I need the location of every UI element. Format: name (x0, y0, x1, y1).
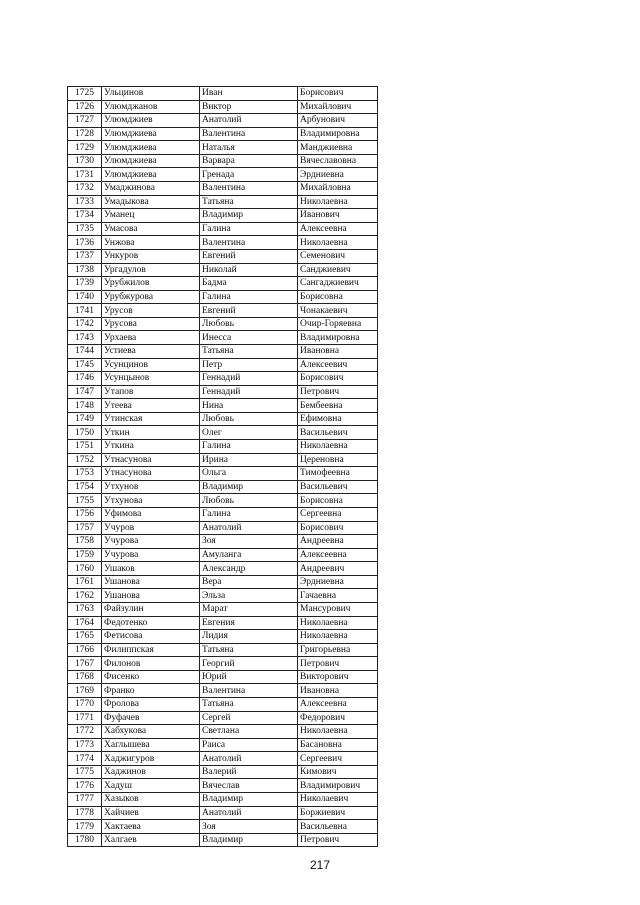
row-number: 1747 (68, 385, 102, 399)
last-name-cell: Умадыкова (102, 195, 200, 209)
first-name-cell: Любовь (200, 494, 298, 508)
patronymic-cell: Федорович (298, 711, 378, 725)
table-row (68, 426, 378, 440)
first-name-cell: Юрий (200, 670, 298, 684)
last-name-cell: Хаглышева (102, 738, 200, 752)
table-row (68, 290, 378, 304)
row-number: 1762 (68, 589, 102, 603)
patronymic-cell: Вячеславовна (298, 154, 378, 168)
patronymic-cell: Андреевна (298, 535, 378, 549)
table-row (68, 806, 378, 820)
first-name-cell: Геннадий (200, 385, 298, 399)
first-name-cell: Олег (200, 426, 298, 440)
row-number: 1727 (68, 114, 102, 128)
table-row (68, 222, 378, 236)
last-name-cell: Хазыков (102, 793, 200, 807)
last-name-cell: Хадуш (102, 779, 200, 793)
table-row (68, 820, 378, 834)
first-name-cell: Петр (200, 358, 298, 372)
row-number: 1760 (68, 562, 102, 576)
table-row (68, 277, 378, 291)
table-row (68, 127, 378, 141)
patronymic-cell: Петрович (298, 385, 378, 399)
table-row (68, 643, 378, 657)
row-number: 1778 (68, 806, 102, 820)
table-row (68, 670, 378, 684)
patronymic-cell: Владимировна (298, 127, 378, 141)
last-name-cell: Учурова (102, 535, 200, 549)
last-name-cell: Ульцинов (102, 87, 200, 101)
row-number: 1740 (68, 290, 102, 304)
first-name-cell: Ирина (200, 453, 298, 467)
table-row (68, 182, 378, 196)
table-row (68, 602, 378, 616)
table-row (68, 236, 378, 250)
patronymic-cell: Алексеевна (298, 698, 378, 712)
row-number: 1729 (68, 141, 102, 155)
patronymic-cell: Мансурович (298, 602, 378, 616)
row-number: 1768 (68, 670, 102, 684)
row-number: 1748 (68, 399, 102, 413)
table-row (68, 195, 378, 209)
first-name-cell: Евгений (200, 304, 298, 318)
last-name-cell: Ушанова (102, 589, 200, 603)
row-number: 1745 (68, 358, 102, 372)
row-number: 1750 (68, 426, 102, 440)
first-name-cell: Гренада (200, 168, 298, 182)
table-row (68, 657, 378, 671)
patronymic-cell: Михайловна (298, 182, 378, 196)
table-row (68, 249, 378, 263)
table-row (68, 87, 378, 101)
last-name-cell: Урубжурова (102, 290, 200, 304)
patronymic-cell: Владимировна (298, 331, 378, 345)
patronymic-cell: Борисовна (298, 290, 378, 304)
row-number: 1753 (68, 467, 102, 481)
patronymic-cell: Николаевна (298, 195, 378, 209)
row-number: 1743 (68, 331, 102, 345)
last-name-cell: Улюмджиева (102, 141, 200, 155)
patronymic-cell: Эрдниевна (298, 575, 378, 589)
last-name-cell: Умаджинова (102, 182, 200, 196)
first-name-cell: Валентина (200, 182, 298, 196)
last-name-cell: Федотенко (102, 616, 200, 630)
first-name-cell: Зоя (200, 820, 298, 834)
first-name-cell: Валентина (200, 684, 298, 698)
patronymic-cell: Бембеевна (298, 399, 378, 413)
first-name-cell: Лидия (200, 630, 298, 644)
last-name-cell: Утнасунова (102, 453, 200, 467)
table-row (68, 535, 378, 549)
row-number: 1752 (68, 453, 102, 467)
row-number: 1739 (68, 277, 102, 291)
last-name-cell: Урусов (102, 304, 200, 318)
patronymic-cell: Борисовна (298, 494, 378, 508)
first-name-cell: Валентина (200, 127, 298, 141)
last-name-cell: Уфимова (102, 507, 200, 521)
row-number: 1765 (68, 630, 102, 644)
table-row (68, 793, 378, 807)
table-row (68, 562, 378, 576)
first-name-cell: Татьяна (200, 195, 298, 209)
row-number: 1742 (68, 317, 102, 331)
last-name-cell: Урубжилов (102, 277, 200, 291)
patronymic-cell: Кимович (298, 765, 378, 779)
row-number: 1754 (68, 480, 102, 494)
row-number: 1767 (68, 657, 102, 671)
row-number: 1769 (68, 684, 102, 698)
table-row (68, 548, 378, 562)
row-number: 1759 (68, 548, 102, 562)
first-name-cell: Варвара (200, 154, 298, 168)
first-name-cell: Виктор (200, 100, 298, 114)
row-number: 1772 (68, 725, 102, 739)
last-name-cell: Утеева (102, 399, 200, 413)
first-name-cell: Татьяна (200, 698, 298, 712)
patronymic-cell: Сергеевич (298, 752, 378, 766)
row-number: 1733 (68, 195, 102, 209)
table-row (68, 698, 378, 712)
last-name-cell: Хактаева (102, 820, 200, 834)
last-name-cell: Унжова (102, 236, 200, 250)
table-row (68, 752, 378, 766)
patronymic-cell: Ивановна (298, 684, 378, 698)
first-name-cell: Светлана (200, 725, 298, 739)
patronymic-cell: Алексеевна (298, 222, 378, 236)
first-name-cell: Владимир (200, 480, 298, 494)
patronymic-cell: Арбунович (298, 114, 378, 128)
first-name-cell: Бадма (200, 277, 298, 291)
first-name-cell: Марат (200, 602, 298, 616)
last-name-cell: Устиева (102, 344, 200, 358)
row-number: 1726 (68, 100, 102, 114)
row-number: 1755 (68, 494, 102, 508)
patronymic-cell: Эрдниевна (298, 168, 378, 182)
patronymic-cell: Петрович (298, 833, 378, 847)
last-name-cell: Усунцинов (102, 358, 200, 372)
last-name-cell: Урусова (102, 317, 200, 331)
first-name-cell: Татьяна (200, 643, 298, 657)
last-name-cell: Уткин (102, 426, 200, 440)
table-row (68, 467, 378, 481)
table-row (68, 114, 378, 128)
first-name-cell: Анатолий (200, 521, 298, 535)
table-row (68, 209, 378, 223)
table-row (68, 440, 378, 454)
patronymic-cell: Ивановна (298, 344, 378, 358)
first-name-cell: Сергей (200, 711, 298, 725)
patronymic-cell: Тимофеевна (298, 467, 378, 481)
patronymic-cell: Николаевна (298, 630, 378, 644)
first-name-cell: Эльза (200, 589, 298, 603)
last-name-cell: Филиппская (102, 643, 200, 657)
last-name-cell: Файзулин (102, 602, 200, 616)
table-row (68, 385, 378, 399)
table-row (68, 765, 378, 779)
table-row (68, 589, 378, 603)
first-name-cell: Анатолий (200, 114, 298, 128)
first-name-cell: Любовь (200, 412, 298, 426)
patronymic-cell: Санджиевич (298, 263, 378, 277)
table-row (68, 630, 378, 644)
first-name-cell: Галина (200, 222, 298, 236)
table-row (68, 168, 378, 182)
first-name-cell: Вячеслав (200, 779, 298, 793)
last-name-cell: Уманец (102, 209, 200, 223)
table-row (68, 616, 378, 630)
table-row (68, 779, 378, 793)
table-row (68, 738, 378, 752)
last-name-cell: Франко (102, 684, 200, 698)
last-name-cell: Умасова (102, 222, 200, 236)
last-name-cell: Хаджинов (102, 765, 200, 779)
row-number: 1731 (68, 168, 102, 182)
last-name-cell: Улюмджанов (102, 100, 200, 114)
patronymic-cell: Борисович (298, 372, 378, 386)
table-row (68, 507, 378, 521)
patronymic-cell: Ефимовна (298, 412, 378, 426)
table-row (68, 344, 378, 358)
last-name-cell: Хабхукова (102, 725, 200, 739)
last-name-cell: Утхунов (102, 480, 200, 494)
last-name-cell: Халгаев (102, 833, 200, 847)
row-number: 1725 (68, 87, 102, 101)
row-number: 1730 (68, 154, 102, 168)
last-name-cell: Учурова (102, 548, 200, 562)
patronymic-cell: Сергеевна (298, 507, 378, 521)
last-name-cell: Уткина (102, 440, 200, 454)
patronymic-cell: Васильевна (298, 820, 378, 834)
first-name-cell: Георгий (200, 657, 298, 671)
patronymic-cell: Сангаджиевич (298, 277, 378, 291)
patronymic-cell: Манджиевна (298, 141, 378, 155)
patronymic-cell: Гачаевна (298, 589, 378, 603)
last-name-cell: Хайчиев (102, 806, 200, 820)
last-name-cell: Ушаков (102, 562, 200, 576)
last-name-cell: Улюмджиева (102, 154, 200, 168)
patronymic-cell: Николаевна (298, 236, 378, 250)
row-number: 1741 (68, 304, 102, 318)
table-row (68, 100, 378, 114)
table-row (68, 372, 378, 386)
first-name-cell: Анатолий (200, 752, 298, 766)
patronymic-cell: Алексеевна (298, 548, 378, 562)
row-number: 1757 (68, 521, 102, 535)
last-name-cell: Фисенко (102, 670, 200, 684)
patronymic-cell: Боржиевич (298, 806, 378, 820)
last-name-cell: Улюмджиева (102, 127, 200, 141)
row-number: 1761 (68, 575, 102, 589)
row-number: 1734 (68, 209, 102, 223)
table-row (68, 331, 378, 345)
row-number: 1775 (68, 765, 102, 779)
last-name-cell: Усунцынов (102, 372, 200, 386)
table-row (68, 358, 378, 372)
table-row (68, 263, 378, 277)
first-name-cell: Александр (200, 562, 298, 576)
row-number: 1777 (68, 793, 102, 807)
patronymic-cell: Цереновна (298, 453, 378, 467)
first-name-cell: Инесса (200, 331, 298, 345)
row-number: 1779 (68, 820, 102, 834)
patronymic-cell: Очир-Горяевна (298, 317, 378, 331)
table-row (68, 317, 378, 331)
row-number: 1746 (68, 372, 102, 386)
first-name-cell: Зоя (200, 535, 298, 549)
table-row (68, 154, 378, 168)
first-name-cell: Ольга (200, 467, 298, 481)
row-number: 1763 (68, 602, 102, 616)
table-row (68, 480, 378, 494)
patronymic-cell: Чонакаевич (298, 304, 378, 318)
table-row (68, 141, 378, 155)
first-name-cell: Галина (200, 290, 298, 304)
table-row (68, 684, 378, 698)
row-number: 1766 (68, 643, 102, 657)
last-name-cell: Утхунова (102, 494, 200, 508)
patronymic-cell: Викторович (298, 670, 378, 684)
first-name-cell: Владимир (200, 793, 298, 807)
last-name-cell: Утнасунова (102, 467, 200, 481)
patronymic-cell: Николаевна (298, 440, 378, 454)
row-number: 1774 (68, 752, 102, 766)
row-number: 1735 (68, 222, 102, 236)
row-number: 1732 (68, 182, 102, 196)
table-row (68, 453, 378, 467)
name-list-body (68, 87, 378, 847)
row-number: 1749 (68, 412, 102, 426)
patronymic-cell: Петрович (298, 657, 378, 671)
patronymic-cell: Николаевич (298, 793, 378, 807)
row-number: 1776 (68, 779, 102, 793)
patronymic-cell: Михайлович (298, 100, 378, 114)
table-row (68, 711, 378, 725)
table-row (68, 304, 378, 318)
row-number: 1751 (68, 440, 102, 454)
row-number: 1780 (68, 833, 102, 847)
patronymic-cell: Владимирович (298, 779, 378, 793)
row-number: 1773 (68, 738, 102, 752)
patronymic-cell: Семенович (298, 249, 378, 263)
patronymic-cell: Николаевна (298, 616, 378, 630)
first-name-cell: Владимир (200, 833, 298, 847)
first-name-cell: Анатолий (200, 806, 298, 820)
row-number: 1738 (68, 263, 102, 277)
patronymic-cell: Васильевич (298, 426, 378, 440)
table-row (68, 521, 378, 535)
table-row (68, 412, 378, 426)
last-name-cell: Улюмджиева (102, 168, 200, 182)
last-name-cell: Фролова (102, 698, 200, 712)
first-name-cell: Нина (200, 399, 298, 413)
row-number: 1764 (68, 616, 102, 630)
patronymic-cell: Борисович (298, 87, 378, 101)
table-row (68, 833, 378, 847)
first-name-cell: Валентина (200, 236, 298, 250)
patronymic-cell: Алексеевич (298, 358, 378, 372)
row-number: 1770 (68, 698, 102, 712)
last-name-cell: Фетисова (102, 630, 200, 644)
patronymic-cell: Иванович (298, 209, 378, 223)
first-name-cell: Галина (200, 440, 298, 454)
first-name-cell: Раиса (200, 738, 298, 752)
first-name-cell: Евгений (200, 249, 298, 263)
last-name-cell: Хаджигуров (102, 752, 200, 766)
last-name-cell: Урхаева (102, 331, 200, 345)
table-row (68, 725, 378, 739)
row-number: 1737 (68, 249, 102, 263)
last-name-cell: Филонов (102, 657, 200, 671)
patronymic-cell: Борисович (298, 521, 378, 535)
patronymic-cell: Григорьевна (298, 643, 378, 657)
last-name-cell: Ункуров (102, 249, 200, 263)
last-name-cell: Утапов (102, 385, 200, 399)
row-number: 1756 (68, 507, 102, 521)
first-name-cell: Любовь (200, 317, 298, 331)
first-name-cell: Иван (200, 87, 298, 101)
name-list-table (67, 86, 378, 847)
table-row (68, 575, 378, 589)
row-number: 1736 (68, 236, 102, 250)
patronymic-cell: Андреевич (298, 562, 378, 576)
first-name-cell: Валерий (200, 765, 298, 779)
first-name-cell: Татьяна (200, 344, 298, 358)
first-name-cell: Вера (200, 575, 298, 589)
last-name-cell: Утинская (102, 412, 200, 426)
first-name-cell: Николай (200, 263, 298, 277)
last-name-cell: Улюмджиев (102, 114, 200, 128)
table-row (68, 399, 378, 413)
row-number: 1771 (68, 711, 102, 725)
row-number: 1744 (68, 344, 102, 358)
first-name-cell: Галина (200, 507, 298, 521)
first-name-cell: Владимир (200, 209, 298, 223)
row-number: 1758 (68, 535, 102, 549)
first-name-cell: Геннадий (200, 372, 298, 386)
table-row (68, 494, 378, 508)
first-name-cell: Наталья (200, 141, 298, 155)
last-name-cell: Ушанова (102, 575, 200, 589)
patronymic-cell: Николаевна (298, 725, 378, 739)
last-name-cell: Ургадулов (102, 263, 200, 277)
first-name-cell: Евгения (200, 616, 298, 630)
last-name-cell: Учуров (102, 521, 200, 535)
row-number: 1728 (68, 127, 102, 141)
page-number: 217 (309, 858, 331, 872)
patronymic-cell: Васильевич (298, 480, 378, 494)
first-name-cell: Амуланга (200, 548, 298, 562)
patronymic-cell: Басановна (298, 738, 378, 752)
last-name-cell: Фуфачев (102, 711, 200, 725)
